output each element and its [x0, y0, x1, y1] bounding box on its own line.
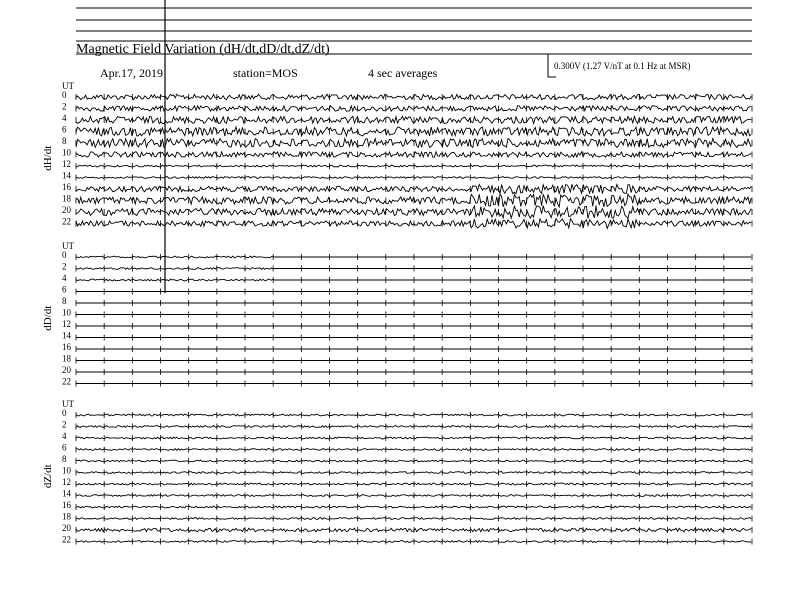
- date-label: Apr.17, 2019: [100, 66, 163, 80]
- trace-row: [62, 319, 752, 329]
- panel-name-label: dH/dt: [42, 145, 54, 171]
- trace-row: [62, 454, 752, 464]
- trace-row: [62, 523, 752, 533]
- trace-line: [76, 127, 751, 136]
- trace-row: [62, 489, 752, 499]
- hour-label: 4: [62, 113, 67, 123]
- hour-label: 16: [62, 342, 71, 352]
- hour-label: 2: [62, 261, 67, 272]
- hour-label: 8: [62, 136, 67, 146]
- hour-label: 6: [62, 284, 67, 295]
- panel-name-label: dZ/dt: [42, 464, 54, 489]
- station-label: station=MOS: [233, 66, 298, 80]
- hour-label: 18: [62, 511, 71, 522]
- hour-label: 20: [62, 523, 71, 533]
- trace-row: [62, 308, 752, 318]
- trace-row: [62, 512, 752, 522]
- hour-label: 22: [62, 376, 71, 387]
- scale-label: 0.300V (1.27 V/nT at 0.1 Hz at MSR): [554, 61, 691, 71]
- hour-label: 12: [62, 477, 71, 487]
- trace-row: [62, 331, 752, 341]
- trace-line: [76, 184, 751, 193]
- hour-label: 0: [62, 90, 67, 100]
- trace-line: [76, 219, 751, 229]
- hour-label: 14: [62, 488, 71, 499]
- hour-label: 2: [62, 101, 67, 112]
- trace-row: [62, 354, 752, 364]
- hour-label: 2: [62, 419, 67, 430]
- averaging-label: 4 sec averages: [368, 66, 438, 80]
- trace-row: [62, 377, 752, 387]
- panel-name-label: dD/dt: [42, 305, 54, 331]
- hour-label: 10: [62, 465, 71, 476]
- trace-row: [62, 466, 752, 476]
- panel-dh-dt: [42, 81, 752, 228]
- panel-dd-dt: [42, 241, 752, 387]
- hour-label: 18: [62, 193, 71, 204]
- hour-label: 14: [62, 170, 71, 181]
- ut-label: UT: [62, 241, 74, 251]
- hour-label: 4: [62, 431, 67, 441]
- hour-label: 20: [62, 365, 71, 375]
- hour-label: 16: [62, 500, 71, 510]
- hour-label: 4: [62, 273, 67, 283]
- trace-row: [62, 500, 752, 510]
- hour-label: 16: [62, 182, 71, 192]
- hour-label: 8: [62, 454, 67, 464]
- hour-label: 18: [62, 353, 71, 364]
- trace-row: [62, 342, 752, 352]
- hour-label: 8: [62, 296, 67, 306]
- hour-label: 0: [62, 408, 67, 418]
- ut-label: UT: [62, 399, 74, 409]
- hour-label: 14: [62, 330, 71, 341]
- trace-row: [62, 408, 752, 418]
- hour-label: 10: [62, 147, 71, 158]
- ut-label: UT: [62, 81, 74, 91]
- hour-label: 22: [62, 216, 71, 227]
- hour-label: 10: [62, 307, 71, 318]
- hour-label: 6: [62, 442, 67, 453]
- trace-row: [62, 365, 752, 375]
- chart-title: Magnetic Field Variation (dH/dt,dD/dt,dZ/dt): [76, 42, 330, 57]
- hour-label: 6: [62, 124, 67, 135]
- trace-row: [62, 296, 752, 306]
- trace-row: [62, 535, 752, 545]
- trace-row: [62, 431, 752, 441]
- trace-row: [62, 477, 752, 487]
- hour-label: 12: [62, 159, 71, 169]
- hour-label: 0: [62, 250, 67, 260]
- panels: [42, 0, 752, 545]
- trace-row: [62, 443, 752, 453]
- hour-label: 20: [62, 205, 71, 215]
- hour-label: 22: [62, 534, 71, 545]
- panel-dz-dt: [42, 399, 752, 545]
- trace-row: [62, 420, 752, 430]
- hour-label: 12: [62, 319, 71, 329]
